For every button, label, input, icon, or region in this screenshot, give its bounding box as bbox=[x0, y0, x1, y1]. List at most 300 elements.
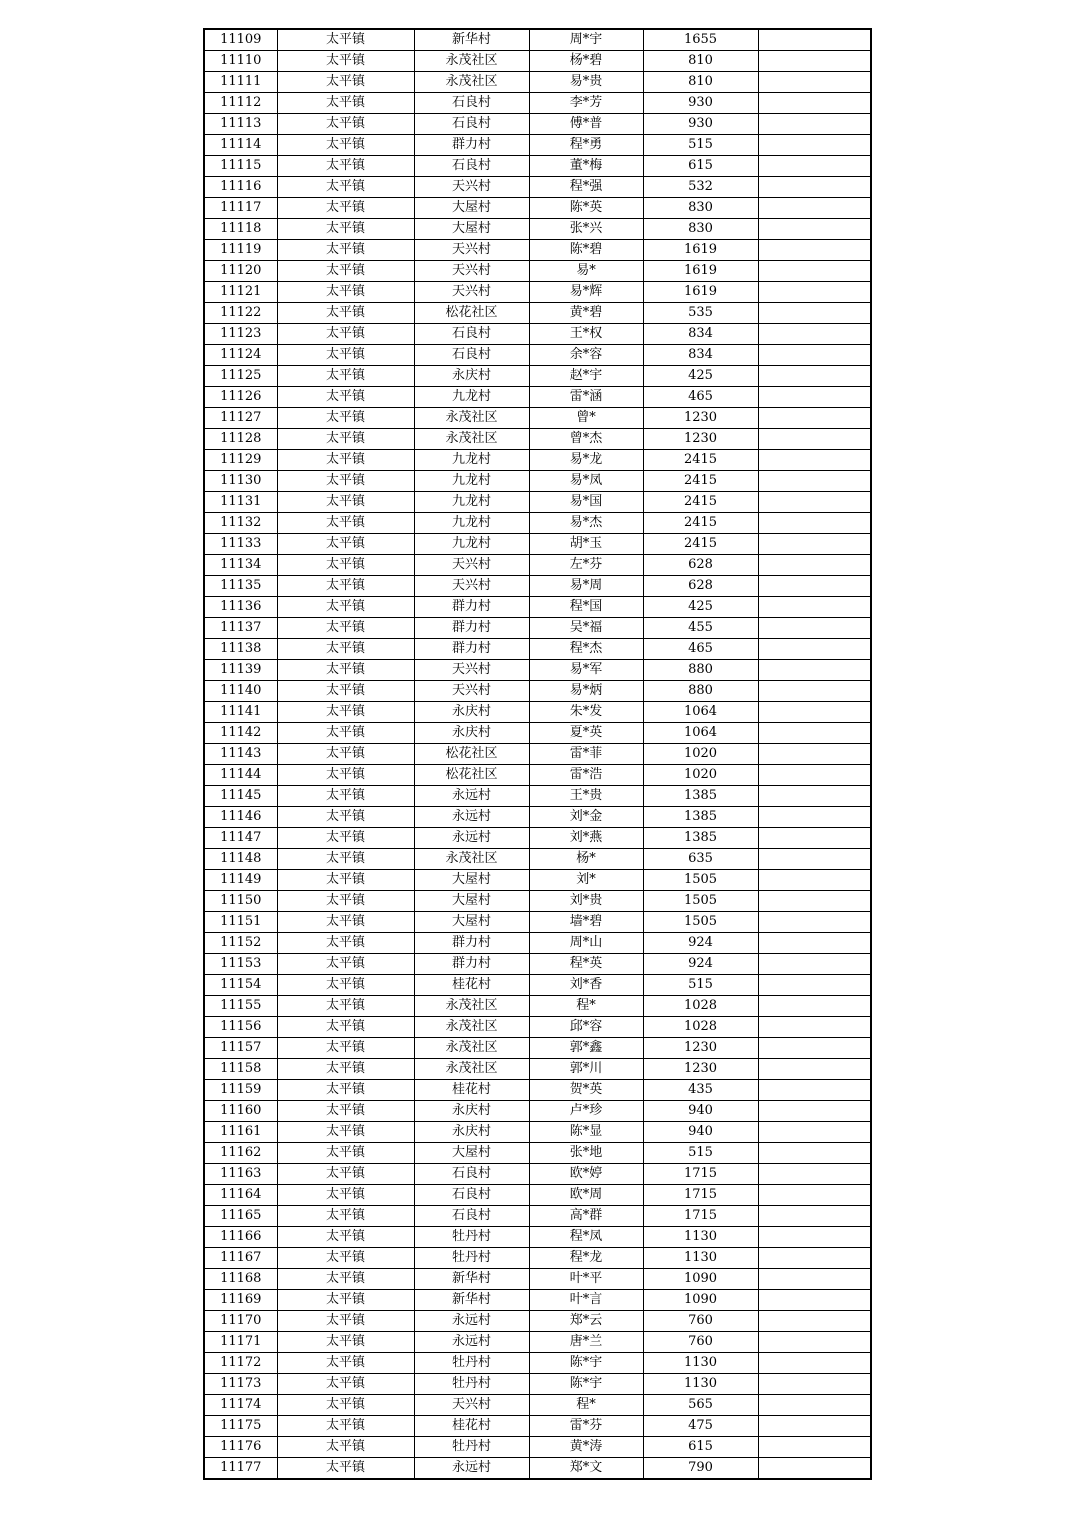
roster-table-body bbox=[204, 29, 871, 1479]
cell-remark bbox=[758, 198, 871, 219]
cell-name: 陈*碧 bbox=[529, 240, 643, 261]
cell-serial-number: 11149 bbox=[204, 870, 277, 891]
cell-amount: 1090 bbox=[643, 1290, 758, 1311]
cell-serial-number: 11117 bbox=[204, 198, 277, 219]
cell-amount: 930 bbox=[643, 93, 758, 114]
cell-serial-number: 11129 bbox=[204, 450, 277, 471]
table-row bbox=[204, 597, 871, 618]
cell-town: 太平镇 bbox=[277, 807, 414, 828]
cell-name: 欧*婷 bbox=[529, 1164, 643, 1185]
cell-name: 李*芳 bbox=[529, 93, 643, 114]
cell-name: 易* bbox=[529, 261, 643, 282]
cell-village: 永茂社区 bbox=[414, 72, 529, 93]
cell-remark bbox=[758, 996, 871, 1017]
table-row bbox=[204, 93, 871, 114]
cell-town: 太平镇 bbox=[277, 1248, 414, 1269]
cell-name: 程*龙 bbox=[529, 1248, 643, 1269]
cell-name: 雷*浩 bbox=[529, 765, 643, 786]
cell-amount: 810 bbox=[643, 72, 758, 93]
table-row bbox=[204, 1332, 871, 1353]
cell-town: 太平镇 bbox=[277, 744, 414, 765]
cell-village: 群力村 bbox=[414, 954, 529, 975]
cell-village: 石良村 bbox=[414, 93, 529, 114]
cell-town: 太平镇 bbox=[277, 1437, 414, 1458]
cell-serial-number: 11157 bbox=[204, 1038, 277, 1059]
cell-name: 程*杰 bbox=[529, 639, 643, 660]
cell-remark bbox=[758, 723, 871, 744]
cell-remark bbox=[758, 1395, 871, 1416]
cell-remark bbox=[758, 933, 871, 954]
cell-name: 易*国 bbox=[529, 492, 643, 513]
cell-remark bbox=[758, 1290, 871, 1311]
cell-amount: 1655 bbox=[643, 29, 758, 51]
cell-serial-number: 11115 bbox=[204, 156, 277, 177]
cell-serial-number: 11167 bbox=[204, 1248, 277, 1269]
cell-amount: 1090 bbox=[643, 1269, 758, 1290]
table-row bbox=[204, 576, 871, 597]
cell-remark bbox=[758, 555, 871, 576]
cell-town: 太平镇 bbox=[277, 555, 414, 576]
cell-name: 易*辉 bbox=[529, 282, 643, 303]
cell-town: 太平镇 bbox=[277, 1038, 414, 1059]
cell-serial-number: 11118 bbox=[204, 219, 277, 240]
cell-name: 郭*鑫 bbox=[529, 1038, 643, 1059]
cell-serial-number: 11124 bbox=[204, 345, 277, 366]
cell-name: 易*贵 bbox=[529, 72, 643, 93]
cell-village: 永庆村 bbox=[414, 702, 529, 723]
cell-serial-number: 11130 bbox=[204, 471, 277, 492]
cell-serial-number: 11134 bbox=[204, 555, 277, 576]
cell-name: 程*凤 bbox=[529, 1227, 643, 1248]
cell-remark bbox=[758, 29, 871, 51]
cell-amount: 1230 bbox=[643, 408, 758, 429]
cell-serial-number: 11170 bbox=[204, 1311, 277, 1332]
cell-village: 新华村 bbox=[414, 1290, 529, 1311]
table-row bbox=[204, 29, 871, 51]
cell-village: 群力村 bbox=[414, 597, 529, 618]
table-row bbox=[204, 849, 871, 870]
table-row bbox=[204, 1416, 871, 1437]
cell-name: 左*芬 bbox=[529, 555, 643, 576]
cell-name: 邱*容 bbox=[529, 1017, 643, 1038]
table-row bbox=[204, 429, 871, 450]
table-row bbox=[204, 324, 871, 345]
cell-remark bbox=[758, 156, 871, 177]
cell-name: 杨*碧 bbox=[529, 51, 643, 72]
cell-town: 太平镇 bbox=[277, 324, 414, 345]
cell-town: 太平镇 bbox=[277, 1185, 414, 1206]
table-row bbox=[204, 1059, 871, 1080]
cell-town: 太平镇 bbox=[277, 1332, 414, 1353]
cell-name: 黄*涛 bbox=[529, 1437, 643, 1458]
cell-name: 贺*英 bbox=[529, 1080, 643, 1101]
cell-town: 太平镇 bbox=[277, 219, 414, 240]
cell-amount: 924 bbox=[643, 954, 758, 975]
cell-amount: 425 bbox=[643, 366, 758, 387]
cell-town: 太平镇 bbox=[277, 597, 414, 618]
cell-town: 太平镇 bbox=[277, 618, 414, 639]
cell-serial-number: 11128 bbox=[204, 429, 277, 450]
cell-village: 大屋村 bbox=[414, 891, 529, 912]
cell-serial-number: 11111 bbox=[204, 72, 277, 93]
cell-village: 新华村 bbox=[414, 29, 529, 51]
cell-remark bbox=[758, 1269, 871, 1290]
cell-town: 太平镇 bbox=[277, 870, 414, 891]
cell-name: 刘*贵 bbox=[529, 891, 643, 912]
cell-town: 太平镇 bbox=[277, 1374, 414, 1395]
cell-serial-number: 11158 bbox=[204, 1059, 277, 1080]
table-row bbox=[204, 1311, 871, 1332]
cell-town: 太平镇 bbox=[277, 72, 414, 93]
cell-amount: 1130 bbox=[643, 1248, 758, 1269]
cell-village: 石良村 bbox=[414, 1206, 529, 1227]
cell-name: 高*群 bbox=[529, 1206, 643, 1227]
cell-serial-number: 11174 bbox=[204, 1395, 277, 1416]
cell-village: 永远村 bbox=[414, 807, 529, 828]
cell-name: 陈*英 bbox=[529, 198, 643, 219]
cell-remark bbox=[758, 513, 871, 534]
cell-serial-number: 11131 bbox=[204, 492, 277, 513]
cell-town: 太平镇 bbox=[277, 1101, 414, 1122]
cell-remark bbox=[758, 618, 871, 639]
table-row bbox=[204, 1101, 871, 1122]
cell-serial-number: 11138 bbox=[204, 639, 277, 660]
cell-serial-number: 11139 bbox=[204, 660, 277, 681]
cell-amount: 1715 bbox=[643, 1185, 758, 1206]
cell-amount: 1619 bbox=[643, 240, 758, 261]
table-row bbox=[204, 1395, 871, 1416]
cell-remark bbox=[758, 702, 871, 723]
cell-remark bbox=[758, 639, 871, 660]
cell-name: 曾*杰 bbox=[529, 429, 643, 450]
cell-serial-number: 11152 bbox=[204, 933, 277, 954]
cell-amount: 1619 bbox=[643, 261, 758, 282]
cell-amount: 1020 bbox=[643, 765, 758, 786]
cell-name: 易*军 bbox=[529, 660, 643, 681]
table-row bbox=[204, 618, 871, 639]
cell-serial-number: 11114 bbox=[204, 135, 277, 156]
cell-serial-number: 11110 bbox=[204, 51, 277, 72]
roster-sheet bbox=[203, 28, 870, 1480]
cell-remark bbox=[758, 51, 871, 72]
cell-remark bbox=[758, 1164, 871, 1185]
cell-name: 易*龙 bbox=[529, 450, 643, 471]
cell-town: 太平镇 bbox=[277, 1269, 414, 1290]
cell-amount: 1230 bbox=[643, 429, 758, 450]
cell-village: 永茂社区 bbox=[414, 51, 529, 72]
cell-village: 石良村 bbox=[414, 1185, 529, 1206]
cell-serial-number: 11140 bbox=[204, 681, 277, 702]
cell-serial-number: 11168 bbox=[204, 1269, 277, 1290]
cell-name: 刘*燕 bbox=[529, 828, 643, 849]
cell-name: 陈*宇 bbox=[529, 1374, 643, 1395]
cell-village: 大屋村 bbox=[414, 198, 529, 219]
cell-amount: 565 bbox=[643, 1395, 758, 1416]
table-row bbox=[204, 954, 871, 975]
table-row bbox=[204, 1017, 871, 1038]
cell-town: 太平镇 bbox=[277, 1458, 414, 1480]
cell-serial-number: 11137 bbox=[204, 618, 277, 639]
cell-name: 程* bbox=[529, 1395, 643, 1416]
cell-town: 太平镇 bbox=[277, 1164, 414, 1185]
cell-remark bbox=[758, 849, 871, 870]
table-row bbox=[204, 1164, 871, 1185]
cell-town: 太平镇 bbox=[277, 891, 414, 912]
table-row bbox=[204, 450, 871, 471]
cell-town: 太平镇 bbox=[277, 1395, 414, 1416]
cell-remark bbox=[758, 93, 871, 114]
cell-village: 大屋村 bbox=[414, 219, 529, 240]
cell-remark bbox=[758, 1437, 871, 1458]
cell-serial-number: 11161 bbox=[204, 1122, 277, 1143]
cell-town: 太平镇 bbox=[277, 660, 414, 681]
cell-remark bbox=[758, 891, 871, 912]
cell-village: 永庆村 bbox=[414, 366, 529, 387]
table-row bbox=[204, 870, 871, 891]
table-row bbox=[204, 933, 871, 954]
cell-name: 墙*碧 bbox=[529, 912, 643, 933]
cell-remark bbox=[758, 807, 871, 828]
cell-village: 永远村 bbox=[414, 786, 529, 807]
cell-village: 群力村 bbox=[414, 135, 529, 156]
table-row bbox=[204, 660, 871, 681]
cell-name: 雷*涵 bbox=[529, 387, 643, 408]
table-row bbox=[204, 828, 871, 849]
table-row bbox=[204, 1269, 871, 1290]
cell-amount: 1715 bbox=[643, 1206, 758, 1227]
cell-name: 欧*周 bbox=[529, 1185, 643, 1206]
cell-remark bbox=[758, 219, 871, 240]
table-row bbox=[204, 282, 871, 303]
cell-village: 永茂社区 bbox=[414, 849, 529, 870]
cell-serial-number: 11123 bbox=[204, 324, 277, 345]
cell-serial-number: 11126 bbox=[204, 387, 277, 408]
cell-serial-number: 11169 bbox=[204, 1290, 277, 1311]
cell-serial-number: 11162 bbox=[204, 1143, 277, 1164]
cell-town: 太平镇 bbox=[277, 1080, 414, 1101]
cell-amount: 2415 bbox=[643, 513, 758, 534]
cell-remark bbox=[758, 1374, 871, 1395]
cell-name: 傅*普 bbox=[529, 114, 643, 135]
cell-remark bbox=[758, 177, 871, 198]
cell-town: 太平镇 bbox=[277, 1206, 414, 1227]
cell-remark bbox=[758, 765, 871, 786]
cell-serial-number: 11133 bbox=[204, 534, 277, 555]
cell-amount: 834 bbox=[643, 345, 758, 366]
cell-serial-number: 11132 bbox=[204, 513, 277, 534]
cell-serial-number: 11119 bbox=[204, 240, 277, 261]
cell-village: 松花社区 bbox=[414, 744, 529, 765]
cell-remark bbox=[758, 471, 871, 492]
cell-village: 天兴村 bbox=[414, 576, 529, 597]
cell-town: 太平镇 bbox=[277, 639, 414, 660]
cell-name: 唐*兰 bbox=[529, 1332, 643, 1353]
cell-amount: 2415 bbox=[643, 492, 758, 513]
table-row bbox=[204, 135, 871, 156]
cell-town: 太平镇 bbox=[277, 51, 414, 72]
cell-town: 太平镇 bbox=[277, 765, 414, 786]
cell-name: 程* bbox=[529, 996, 643, 1017]
cell-amount: 435 bbox=[643, 1080, 758, 1101]
cell-amount: 1385 bbox=[643, 828, 758, 849]
cell-name: 郑*云 bbox=[529, 1311, 643, 1332]
cell-remark bbox=[758, 576, 871, 597]
cell-amount: 2415 bbox=[643, 471, 758, 492]
cell-amount: 515 bbox=[643, 975, 758, 996]
cell-serial-number: 11156 bbox=[204, 1017, 277, 1038]
cell-village: 永茂社区 bbox=[414, 996, 529, 1017]
cell-serial-number: 11142 bbox=[204, 723, 277, 744]
cell-name: 赵*宇 bbox=[529, 366, 643, 387]
cell-town: 太平镇 bbox=[277, 1143, 414, 1164]
cell-town: 太平镇 bbox=[277, 492, 414, 513]
cell-town: 太平镇 bbox=[277, 366, 414, 387]
cell-village: 大屋村 bbox=[414, 912, 529, 933]
cell-name: 周*宇 bbox=[529, 29, 643, 51]
cell-village: 群力村 bbox=[414, 933, 529, 954]
cell-village: 牡丹村 bbox=[414, 1227, 529, 1248]
cell-remark bbox=[758, 597, 871, 618]
cell-serial-number: 11127 bbox=[204, 408, 277, 429]
cell-name: 郑*文 bbox=[529, 1458, 643, 1480]
cell-village: 永茂社区 bbox=[414, 1059, 529, 1080]
cell-remark bbox=[758, 303, 871, 324]
cell-town: 太平镇 bbox=[277, 702, 414, 723]
cell-town: 太平镇 bbox=[277, 408, 414, 429]
table-row bbox=[204, 996, 871, 1017]
cell-remark bbox=[758, 1458, 871, 1480]
table-row bbox=[204, 534, 871, 555]
cell-name: 程*强 bbox=[529, 177, 643, 198]
cell-amount: 880 bbox=[643, 660, 758, 681]
cell-village: 大屋村 bbox=[414, 870, 529, 891]
cell-remark bbox=[758, 1248, 871, 1269]
cell-village: 永庆村 bbox=[414, 723, 529, 744]
cell-name: 张*地 bbox=[529, 1143, 643, 1164]
cell-town: 太平镇 bbox=[277, 513, 414, 534]
table-row bbox=[204, 1227, 871, 1248]
table-row bbox=[204, 723, 871, 744]
cell-name: 刘*金 bbox=[529, 807, 643, 828]
table-row bbox=[204, 1185, 871, 1206]
cell-village: 永茂社区 bbox=[414, 429, 529, 450]
cell-remark bbox=[758, 387, 871, 408]
cell-serial-number: 11165 bbox=[204, 1206, 277, 1227]
cell-village: 大屋村 bbox=[414, 1143, 529, 1164]
cell-amount: 2415 bbox=[643, 450, 758, 471]
cell-name: 黄*碧 bbox=[529, 303, 643, 324]
cell-village: 永庆村 bbox=[414, 1101, 529, 1122]
cell-remark bbox=[758, 72, 871, 93]
cell-name: 程*勇 bbox=[529, 135, 643, 156]
cell-town: 太平镇 bbox=[277, 198, 414, 219]
cell-amount: 475 bbox=[643, 1416, 758, 1437]
cell-town: 太平镇 bbox=[277, 156, 414, 177]
cell-remark bbox=[758, 1080, 871, 1101]
table-row bbox=[204, 219, 871, 240]
cell-remark bbox=[758, 681, 871, 702]
table-row bbox=[204, 471, 871, 492]
cell-village: 九龙村 bbox=[414, 492, 529, 513]
cell-serial-number: 11121 bbox=[204, 282, 277, 303]
cell-amount: 455 bbox=[643, 618, 758, 639]
table-row bbox=[204, 891, 871, 912]
cell-name: 董*梅 bbox=[529, 156, 643, 177]
cell-town: 太平镇 bbox=[277, 1353, 414, 1374]
cell-amount: 1020 bbox=[643, 744, 758, 765]
cell-name: 周*山 bbox=[529, 933, 643, 954]
cell-name: 王*贵 bbox=[529, 786, 643, 807]
cell-village: 石良村 bbox=[414, 114, 529, 135]
cell-town: 太平镇 bbox=[277, 93, 414, 114]
table-row bbox=[204, 156, 871, 177]
cell-village: 天兴村 bbox=[414, 660, 529, 681]
cell-town: 太平镇 bbox=[277, 534, 414, 555]
cell-remark bbox=[758, 114, 871, 135]
cell-serial-number: 11122 bbox=[204, 303, 277, 324]
cell-name: 朱*发 bbox=[529, 702, 643, 723]
cell-remark bbox=[758, 1101, 871, 1122]
cell-remark bbox=[758, 345, 871, 366]
cell-serial-number: 11150 bbox=[204, 891, 277, 912]
cell-serial-number: 11154 bbox=[204, 975, 277, 996]
cell-village: 桂花村 bbox=[414, 975, 529, 996]
cell-amount: 635 bbox=[643, 849, 758, 870]
cell-amount: 830 bbox=[643, 219, 758, 240]
cell-town: 太平镇 bbox=[277, 576, 414, 597]
cell-serial-number: 11153 bbox=[204, 954, 277, 975]
cell-serial-number: 11163 bbox=[204, 1164, 277, 1185]
table-row bbox=[204, 975, 871, 996]
cell-name: 杨* bbox=[529, 849, 643, 870]
cell-name: 叶*言 bbox=[529, 1290, 643, 1311]
cell-village: 群力村 bbox=[414, 618, 529, 639]
cell-remark bbox=[758, 1416, 871, 1437]
cell-amount: 465 bbox=[643, 387, 758, 408]
cell-name: 刘*香 bbox=[529, 975, 643, 996]
cell-remark bbox=[758, 429, 871, 450]
cell-serial-number: 11173 bbox=[204, 1374, 277, 1395]
cell-amount: 1505 bbox=[643, 870, 758, 891]
cell-village: 九龙村 bbox=[414, 471, 529, 492]
cell-village: 牡丹村 bbox=[414, 1437, 529, 1458]
cell-serial-number: 11160 bbox=[204, 1101, 277, 1122]
table-row bbox=[204, 240, 871, 261]
table-row bbox=[204, 807, 871, 828]
cell-village: 天兴村 bbox=[414, 240, 529, 261]
cell-amount: 940 bbox=[643, 1122, 758, 1143]
cell-village: 天兴村 bbox=[414, 555, 529, 576]
cell-village: 永远村 bbox=[414, 1311, 529, 1332]
cell-village: 牡丹村 bbox=[414, 1248, 529, 1269]
cell-village: 桂花村 bbox=[414, 1416, 529, 1437]
cell-serial-number: 11175 bbox=[204, 1416, 277, 1437]
cell-village: 石良村 bbox=[414, 156, 529, 177]
cell-remark bbox=[758, 240, 871, 261]
cell-name: 易*凤 bbox=[529, 471, 643, 492]
cell-remark bbox=[758, 1122, 871, 1143]
cell-village: 天兴村 bbox=[414, 1395, 529, 1416]
cell-remark bbox=[758, 408, 871, 429]
cell-village: 天兴村 bbox=[414, 282, 529, 303]
table-row bbox=[204, 492, 871, 513]
cell-town: 太平镇 bbox=[277, 282, 414, 303]
cell-remark bbox=[758, 1059, 871, 1080]
cell-remark bbox=[758, 1017, 871, 1038]
cell-serial-number: 11166 bbox=[204, 1227, 277, 1248]
cell-serial-number: 11125 bbox=[204, 366, 277, 387]
cell-name: 易*炳 bbox=[529, 681, 643, 702]
